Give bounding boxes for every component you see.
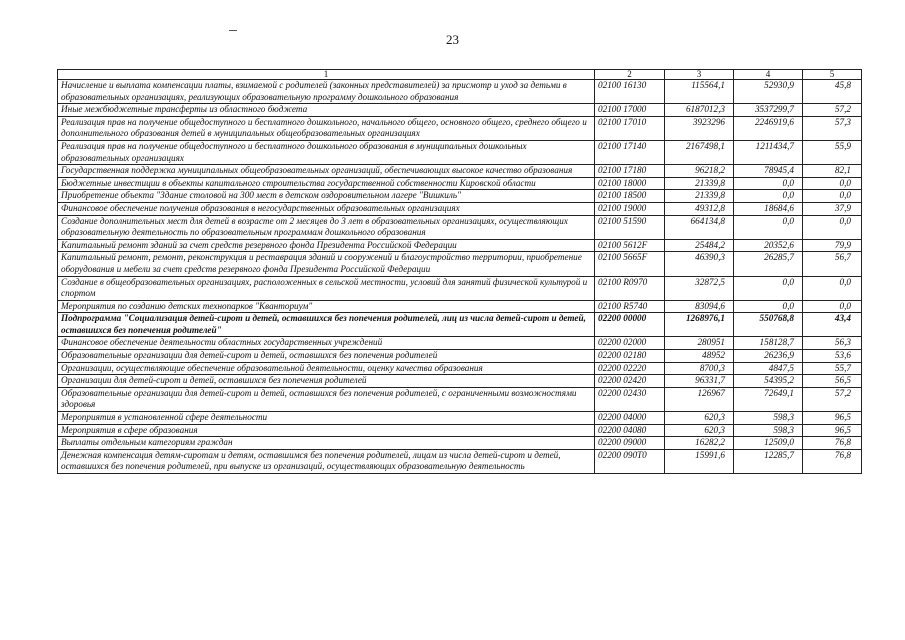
table-row [58, 375, 862, 388]
row-name: Организации, осуществляющие обеспечение образовательной деятельности, оценку качества образования [58, 362, 595, 375]
table-row [58, 412, 862, 425]
row-value-executed: 78945,4 [734, 165, 803, 178]
row-name: Мероприятия в сфере образования [58, 424, 595, 437]
row-value-approved: 15991,6 [665, 449, 734, 473]
page-number: 23 [446, 32, 459, 47]
row-value-executed: 2246919,6 [734, 116, 803, 140]
row-name: Организации для детей-сирот и детей, оставшихся без попечения родителей [58, 375, 595, 388]
row-name: Подпрограмма "Социализация детей-сирот и детей, оставшихся без попечения родителей, лиц из числа детей-сирот и детей, оставшихся без попечения родителей" [58, 313, 595, 337]
row-value-percent: 55,9 [803, 140, 862, 164]
table-row [58, 177, 862, 190]
row-value-approved: 21339,8 [665, 190, 734, 203]
row-name: Реализация прав на получение общедоступного и бесплатного дошкольного образования в муниципальных дошкольных образовательных организациях [58, 140, 595, 164]
row-value-executed: 0,0 [734, 276, 803, 300]
header-col-2: 2 [595, 70, 665, 80]
table-row [58, 350, 862, 363]
row-code: 02100 17140 [595, 140, 665, 164]
table-body [58, 80, 862, 474]
row-value-approved: 6187012,3 [665, 104, 734, 117]
row-code: 02200 09000 [595, 437, 665, 450]
row-name: Бюджетные инвестиции в объекты капитального строительства государственной собственности Кировской области [58, 177, 595, 190]
row-value-approved: 2167498,1 [665, 140, 734, 164]
row-value-approved: 21339,8 [665, 177, 734, 190]
row-value-executed: 20352,6 [734, 239, 803, 252]
row-code: 02100 5612F [595, 239, 665, 252]
table-row [58, 116, 862, 140]
row-name: Государственная поддержка муниципальных общеобразовательных организаций, обеспечивающих высокое качество образования [58, 165, 595, 178]
table-row [58, 276, 862, 300]
row-name: Капитальный ремонт, ремонт, реконструкция и реставрация зданий и сооружений и благоустройство территории, приобретение оборудования и мебели за счет средств резервного фонда Президента Российской Федерации [58, 252, 595, 276]
row-name: Начисление и выплата компенсации платы, взимаемой с родителей (законных представителей) за присмотр и уход за детьми в образовательных организациях, реализующих образовательную программу дошкольного образования [58, 80, 595, 104]
row-value-approved: 25484,2 [665, 239, 734, 252]
row-value-approved: 16282,2 [665, 437, 734, 450]
row-value-executed: 0,0 [734, 300, 803, 313]
row-value-executed: 18684,6 [734, 202, 803, 215]
row-code: 02200 02000 [595, 337, 665, 350]
row-code: 02200 02220 [595, 362, 665, 375]
row-value-percent: 43,4 [803, 313, 862, 337]
row-value-approved: 3923296 [665, 116, 734, 140]
row-value-approved: 8700,3 [665, 362, 734, 375]
row-value-percent: 0,0 [803, 276, 862, 300]
row-code: 02200 090T0 [595, 449, 665, 473]
row-value-executed: 52930,9 [734, 80, 803, 104]
row-name: Образовательные организации для детей-сирот и детей, оставшихся без попечения родителей [58, 350, 595, 363]
row-value-executed: 550768,8 [734, 313, 803, 337]
row-name: Создание в общеобразовательных организациях, расположенных в сельской местности, условий для занятий физической культурой и спортом [58, 276, 595, 300]
row-name: Финансовое обеспечение получения образования в негосударственных образовательных организациях [58, 202, 595, 215]
row-name: Приобретение объекта "Здание столовой на 300 мест в детском оздоровительном лагере "Вишкиль" [58, 190, 595, 203]
table-row [58, 190, 862, 203]
row-code: 02100 17180 [595, 165, 665, 178]
row-code: 02200 04000 [595, 412, 665, 425]
row-name: Создание дополнительных мест для детей в возрасте от 2 месяцев до 3 лет в образовательных организациях, осуществляющих образовательную деятельность по образовательным программам дошкольного образования [58, 215, 595, 239]
row-value-approved: 96331,7 [665, 375, 734, 388]
table-row [58, 437, 862, 450]
row-value-executed: 0,0 [734, 177, 803, 190]
table-row [58, 387, 862, 411]
table-row [58, 313, 862, 337]
row-value-executed: 158128,7 [734, 337, 803, 350]
header-col-3: 3 [665, 70, 734, 80]
row-value-approved: 620,3 [665, 424, 734, 437]
row-value-approved: 96218,2 [665, 165, 734, 178]
row-value-approved: 32872,5 [665, 276, 734, 300]
row-name: Мероприятия в установленной сфере деятельности [58, 412, 595, 425]
row-name: Мероприятия по созданию детских технопарков "Кванториум" [58, 300, 595, 313]
table-row [58, 140, 862, 164]
row-name: Реализация прав на получение общедоступного и бесплатного дошкольного, начального общего, основного общего, среднего общего и дополнительного образования детей в муниципальных общеобразовательных организациях [58, 116, 595, 140]
row-value-executed: 12509,0 [734, 437, 803, 450]
row-value-percent: 57,2 [803, 104, 862, 117]
row-name: Иные межбюджетные трансферты из областного бюджета [58, 104, 595, 117]
row-value-percent: 0,0 [803, 300, 862, 313]
row-value-percent: 0,0 [803, 215, 862, 239]
row-value-percent: 96,5 [803, 424, 862, 437]
row-value-executed: 3537299,7 [734, 104, 803, 117]
row-value-executed: 0,0 [734, 215, 803, 239]
table-row [58, 80, 862, 104]
row-value-approved: 46390,3 [665, 252, 734, 276]
row-code: 02100 17000 [595, 104, 665, 117]
row-code: 02100 R0970 [595, 276, 665, 300]
row-value-percent: 55,7 [803, 362, 862, 375]
row-value-percent: 0,0 [803, 190, 862, 203]
row-code: 02100 19000 [595, 202, 665, 215]
row-value-percent: 79,9 [803, 239, 862, 252]
row-value-percent: 56,3 [803, 337, 862, 350]
row-value-executed: 26285,7 [734, 252, 803, 276]
row-value-percent: 37,9 [803, 202, 862, 215]
row-value-approved: 280951 [665, 337, 734, 350]
row-name: Капитальный ремонт зданий за счет средств резервного фонда Президента Российской Федерации [58, 239, 595, 252]
row-value-percent: 53,6 [803, 350, 862, 363]
row-value-percent: 45,8 [803, 80, 862, 104]
header-col-4: 4 [734, 70, 803, 80]
row-value-executed: 1211434,7 [734, 140, 803, 164]
row-value-approved: 126967 [665, 387, 734, 411]
table-header-row [58, 70, 862, 80]
header-col-1: 1 [58, 70, 595, 80]
row-value-approved: 115564,1 [665, 80, 734, 104]
row-value-percent: 57,3 [803, 116, 862, 140]
table-row [58, 104, 862, 117]
table-row [58, 202, 862, 215]
row-value-percent: 56,5 [803, 375, 862, 388]
row-name: Финансовое обеспечение деятельности областных государственных учреждений [58, 337, 595, 350]
row-value-executed: 72649,1 [734, 387, 803, 411]
row-value-approved: 664134,8 [665, 215, 734, 239]
row-value-approved: 620,3 [665, 412, 734, 425]
row-value-executed: 0,0 [734, 190, 803, 203]
table-row [58, 239, 862, 252]
row-code: 02100 18000 [595, 177, 665, 190]
table-row [58, 252, 862, 276]
row-code: 02200 04080 [595, 424, 665, 437]
row-value-executed: 12285,7 [734, 449, 803, 473]
table-row [58, 300, 862, 313]
header-col-5: 5 [803, 70, 862, 80]
table-row [58, 165, 862, 178]
row-value-approved: 83094,6 [665, 300, 734, 313]
row-code: 02100 R5740 [595, 300, 665, 313]
row-value-percent: 76,8 [803, 437, 862, 450]
row-value-approved: 1268976,1 [665, 313, 734, 337]
row-code: 02200 02180 [595, 350, 665, 363]
row-value-approved: 49312,8 [665, 202, 734, 215]
row-value-percent: 76,8 [803, 449, 862, 473]
row-value-percent: 96,5 [803, 412, 862, 425]
table-row [58, 337, 862, 350]
table-row [58, 362, 862, 375]
budget-table [57, 69, 862, 474]
row-code: 02200 02420 [595, 375, 665, 388]
row-name: Образовательные организации для детей-сирот и детей, оставшихся без попечения родителей, с ограниченными возможностями здоровья [58, 387, 595, 411]
row-code: 02100 16130 [595, 80, 665, 104]
row-value-percent: 0,0 [803, 177, 862, 190]
row-code: 02100 17010 [595, 116, 665, 140]
row-code: 02200 00000 [595, 313, 665, 337]
row-value-percent: 82,1 [803, 165, 862, 178]
row-code: 02100 5665F [595, 252, 665, 276]
table-row [58, 424, 862, 437]
row-value-approved: 48952 [665, 350, 734, 363]
row-value-executed: 4847,5 [734, 362, 803, 375]
row-name: Выплаты отдельным категориям граждан [58, 437, 595, 450]
row-code: 02200 02430 [595, 387, 665, 411]
row-value-percent: 56,7 [803, 252, 862, 276]
row-value-executed: 598,3 [734, 424, 803, 437]
table-row [58, 449, 862, 473]
row-value-percent: 57,2 [803, 387, 862, 411]
scan-mark [229, 30, 237, 31]
row-code: 02100 51590 [595, 215, 665, 239]
row-value-executed: 598,3 [734, 412, 803, 425]
row-name: Денежная компенсация детям-сиротам и детям, оставшимся без попечения родителей, лицам из числа детей-сирот и детей, оставшихся без попечения родителей, при выпуске из организаций, осуществляющих образовательную деятельность [58, 449, 595, 473]
row-code: 02100 18500 [595, 190, 665, 203]
row-value-executed: 54395,2 [734, 375, 803, 388]
table-row [58, 215, 862, 239]
row-value-executed: 26236,9 [734, 350, 803, 363]
